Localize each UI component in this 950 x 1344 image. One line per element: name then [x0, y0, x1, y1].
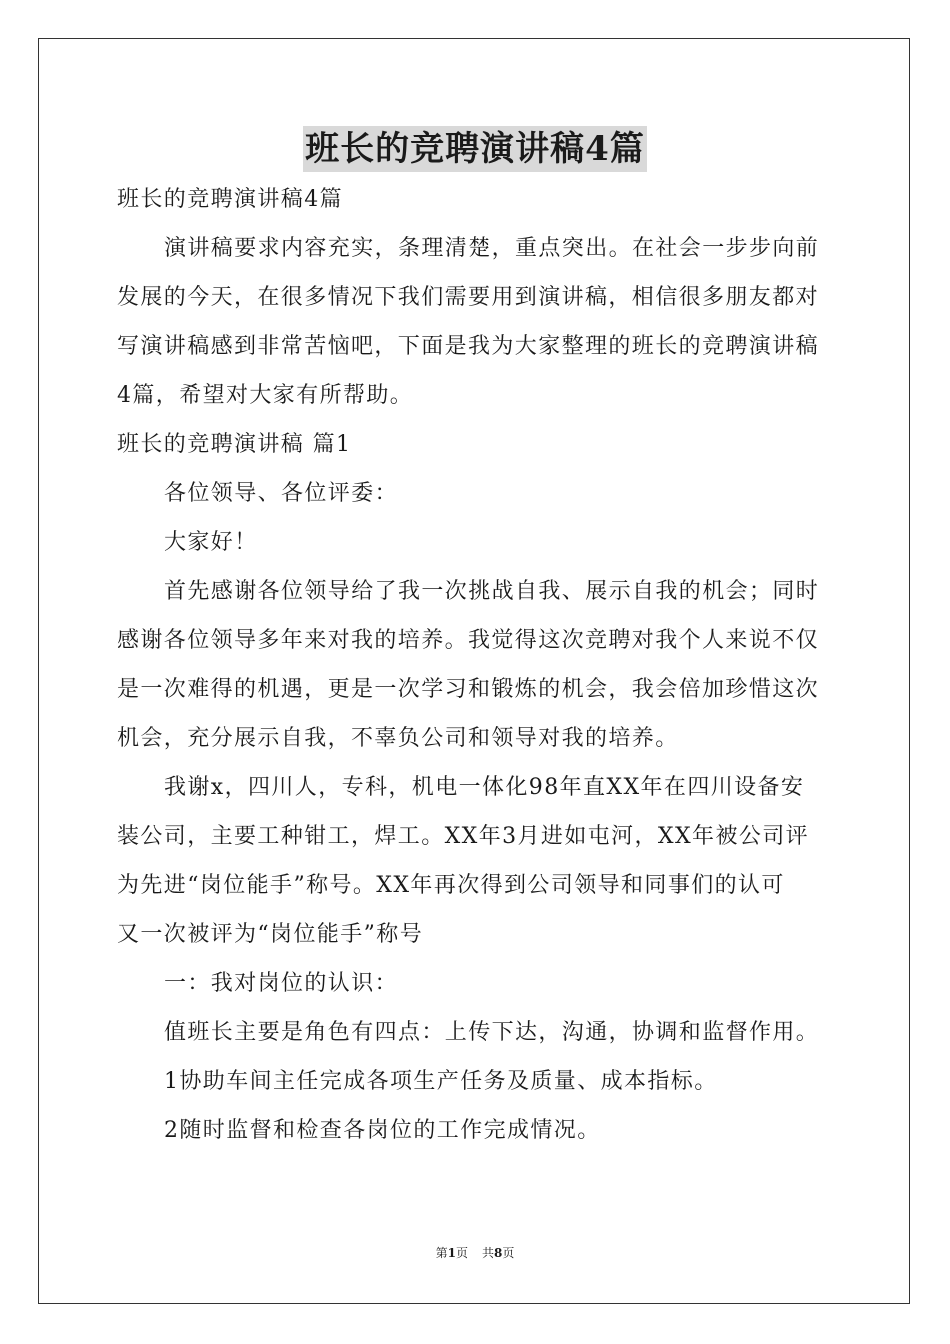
page-prefix: 第	[435, 1246, 448, 1260]
list-item: 1协助车间主任完成各项生产任务及质量、成本指标。	[164, 1069, 718, 1094]
section-heading: 班长的竞聘演讲稿 篇1	[117, 432, 352, 457]
paragraph-line: 演讲稿要求内容充实，条理清楚，重点突出。在社会一步步向前	[164, 236, 820, 261]
subtitle-line: 班长的竞聘演讲稿4篇	[117, 187, 343, 212]
total-prefix: 共	[482, 1246, 495, 1260]
salutation-line: 各位领导、各位评委：	[164, 481, 399, 506]
document-title: 班长的竞聘演讲稿4篇	[303, 126, 647, 172]
list-item: 2随时监督和检查各岗位的工作完成情况。	[164, 1118, 601, 1143]
paragraph-line: 首先感谢各位领导给了我一次挑战自我、展示自我的机会；同时	[164, 579, 820, 604]
paragraph-line: 为先进“岗位能手”称号。XX年再次得到公司领导和同事们的认可	[117, 873, 785, 898]
paragraph-line: 发展的今天，在很多情况下我们需要用到演讲稿，相信很多朋友都对	[117, 285, 820, 310]
page-total: 8	[494, 1246, 503, 1260]
paragraph-line: 值班长主要是角色有四点：上传下达，沟通，协调和监督作用。	[164, 1020, 820, 1045]
paragraph-line: 我谢x，四川人，专科，机电一体化98年直XX年在四川设备安	[164, 775, 805, 800]
paragraph-line: 是一次难得的机遇，更是一次学习和锻炼的机会，我会倍加珍惜这次	[117, 677, 820, 702]
document-body	[117, 175, 833, 1155]
total-suffix: 页	[502, 1246, 515, 1260]
paragraph-line: 机会，充分展示自我，不辜负公司和领导对我的培养。	[117, 726, 679, 751]
subsection-heading: 一：我对岗位的认识：	[164, 971, 399, 996]
page-footer	[0, 1245, 950, 1261]
greeting-line: 大家好！	[164, 530, 258, 555]
paragraph-line: 装公司，主要工种钳工，焊工。XX年3月进如屯河，XX年被公司评	[117, 824, 810, 849]
paragraph-line: 写演讲稿感到非常苦恼吧，下面是我为大家整理的班长的竞聘演讲稿	[117, 334, 820, 359]
paragraph-line: 感谢各位领导多年来对我的培养。我觉得这次竞聘对我个人来说不仅	[117, 628, 820, 653]
title-container	[0, 126, 950, 172]
paragraph-line: 又一次被评为“岗位能手”称号	[117, 922, 424, 947]
page-current: 1	[447, 1246, 456, 1260]
paragraph-line: 4篇，希望对大家有所帮助。	[117, 383, 414, 408]
page-suffix: 页	[455, 1246, 468, 1260]
